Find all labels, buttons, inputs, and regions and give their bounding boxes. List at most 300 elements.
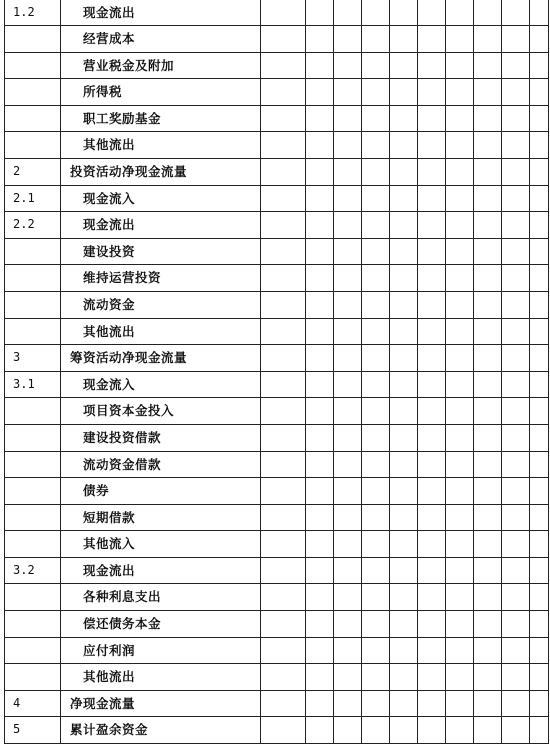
value-cell <box>502 664 530 691</box>
value-cell <box>446 557 474 584</box>
value-cell <box>530 531 549 558</box>
value-cell <box>502 478 530 505</box>
value-cell <box>261 132 306 159</box>
value-cell <box>502 557 530 584</box>
value-cell <box>530 451 549 478</box>
value-cell <box>334 664 362 691</box>
value-cell <box>418 424 446 451</box>
value-cell <box>390 531 418 558</box>
value-cell <box>334 451 362 478</box>
value-cell <box>474 424 502 451</box>
row-number <box>5 291 61 318</box>
row-item-name: 累计盈余资金 <box>61 717 261 744</box>
value-cell <box>418 584 446 611</box>
row-item-name: 流动资金借款 <box>61 451 261 478</box>
value-cell <box>390 238 418 265</box>
value-cell <box>334 371 362 398</box>
value-cell <box>334 478 362 505</box>
value-cell <box>474 371 502 398</box>
value-cell <box>261 238 306 265</box>
value-cell <box>306 132 334 159</box>
value-cell <box>474 0 502 26</box>
value-cell <box>362 132 390 159</box>
table-row <box>5 611 549 638</box>
table-row <box>5 478 549 505</box>
row-item-name: 现金流入 <box>61 185 261 212</box>
row-item-name: 建设投资借款 <box>61 424 261 451</box>
table-row <box>5 664 549 691</box>
value-cell <box>418 158 446 185</box>
value-cell <box>530 504 549 531</box>
value-cell <box>362 79 390 106</box>
row-number: 3 <box>5 345 61 372</box>
row-item-name: 经营成本 <box>61 26 261 53</box>
value-cell <box>334 504 362 531</box>
value-cell <box>502 398 530 425</box>
value-cell <box>261 611 306 638</box>
value-cell <box>306 238 334 265</box>
value-cell <box>502 0 530 26</box>
value-cell <box>418 265 446 292</box>
value-cell <box>502 132 530 159</box>
value-cell <box>334 557 362 584</box>
value-cell <box>390 478 418 505</box>
table-row <box>5 79 549 106</box>
value-cell <box>362 637 390 664</box>
row-number <box>5 398 61 425</box>
value-cell <box>261 105 306 132</box>
value-cell <box>390 0 418 26</box>
value-cell <box>334 690 362 717</box>
value-cell <box>261 26 306 53</box>
value-cell <box>530 717 549 744</box>
value-cell <box>261 371 306 398</box>
row-number <box>5 105 61 132</box>
value-cell <box>446 158 474 185</box>
row-number: 5 <box>5 717 61 744</box>
value-cell <box>502 79 530 106</box>
value-cell <box>446 478 474 505</box>
value-cell <box>418 345 446 372</box>
table-row <box>5 0 549 26</box>
value-cell <box>446 52 474 79</box>
value-cell <box>306 318 334 345</box>
value-cell <box>418 478 446 505</box>
row-item-name: 维持运营投资 <box>61 265 261 292</box>
value-cell <box>362 531 390 558</box>
value-cell <box>334 105 362 132</box>
value-cell <box>261 717 306 744</box>
value-cell <box>362 52 390 79</box>
value-cell <box>474 291 502 318</box>
value-cell <box>390 265 418 292</box>
value-cell <box>306 212 334 239</box>
row-item-name: 现金流出 <box>61 212 261 239</box>
value-cell <box>446 398 474 425</box>
row-number <box>5 132 61 159</box>
row-item-name: 各种利息支出 <box>61 584 261 611</box>
row-number: 2.2 <box>5 212 61 239</box>
value-cell <box>530 105 549 132</box>
row-number <box>5 611 61 638</box>
value-cell <box>306 291 334 318</box>
value-cell <box>334 52 362 79</box>
value-cell <box>362 664 390 691</box>
value-cell <box>362 478 390 505</box>
value-cell <box>418 212 446 239</box>
value-cell <box>334 291 362 318</box>
value-cell <box>362 158 390 185</box>
value-cell <box>362 557 390 584</box>
value-cell <box>446 265 474 292</box>
value-cell <box>306 345 334 372</box>
row-number <box>5 637 61 664</box>
value-cell <box>390 664 418 691</box>
value-cell <box>334 212 362 239</box>
value-cell <box>502 584 530 611</box>
value-cell <box>446 637 474 664</box>
table-row <box>5 637 549 664</box>
row-item-name: 债券 <box>61 478 261 505</box>
value-cell <box>502 26 530 53</box>
value-cell <box>390 79 418 106</box>
value-cell <box>261 557 306 584</box>
row-item-name: 项目资本金投入 <box>61 398 261 425</box>
row-number <box>5 265 61 292</box>
value-cell <box>474 664 502 691</box>
value-cell <box>474 557 502 584</box>
value-cell <box>446 318 474 345</box>
table-row <box>5 26 549 53</box>
value-cell <box>446 611 474 638</box>
value-cell <box>306 105 334 132</box>
table-row <box>5 318 549 345</box>
row-number <box>5 664 61 691</box>
value-cell <box>530 584 549 611</box>
value-cell <box>390 212 418 239</box>
value-cell <box>390 584 418 611</box>
value-cell <box>390 504 418 531</box>
value-cell <box>418 0 446 26</box>
table-row <box>5 52 549 79</box>
value-cell <box>390 690 418 717</box>
value-cell <box>446 345 474 372</box>
value-cell <box>261 185 306 212</box>
row-number: 3.2 <box>5 557 61 584</box>
value-cell <box>390 398 418 425</box>
value-cell <box>261 265 306 292</box>
value-cell <box>446 79 474 106</box>
value-cell <box>474 478 502 505</box>
row-number: 4 <box>5 690 61 717</box>
table-row <box>5 212 549 239</box>
value-cell <box>502 424 530 451</box>
row-number: 3.1 <box>5 371 61 398</box>
row-item-name: 流动资金 <box>61 291 261 318</box>
value-cell <box>474 504 502 531</box>
value-cell <box>446 132 474 159</box>
value-cell <box>446 504 474 531</box>
value-cell <box>334 318 362 345</box>
value-cell <box>334 717 362 744</box>
value-cell <box>390 451 418 478</box>
value-cell <box>261 504 306 531</box>
table-row <box>5 424 549 451</box>
value-cell <box>306 371 334 398</box>
value-cell <box>502 345 530 372</box>
value-cell <box>474 132 502 159</box>
value-cell <box>261 212 306 239</box>
value-cell <box>334 424 362 451</box>
value-cell <box>362 238 390 265</box>
value-cell <box>390 185 418 212</box>
table-row <box>5 398 549 425</box>
value-cell <box>474 690 502 717</box>
value-cell <box>306 637 334 664</box>
value-cell <box>362 717 390 744</box>
row-item-name: 其他流入 <box>61 531 261 558</box>
value-cell <box>474 265 502 292</box>
value-cell <box>334 265 362 292</box>
value-cell <box>474 212 502 239</box>
table-row <box>5 291 549 318</box>
row-item-name: 应付利润 <box>61 637 261 664</box>
value-cell <box>418 132 446 159</box>
value-cell <box>474 185 502 212</box>
value-cell <box>418 637 446 664</box>
table-row <box>5 584 549 611</box>
row-item-name: 偿还债务本金 <box>61 611 261 638</box>
value-cell <box>418 185 446 212</box>
value-cell <box>474 717 502 744</box>
value-cell <box>306 557 334 584</box>
value-cell <box>306 478 334 505</box>
row-item-name: 营业税金及附加 <box>61 52 261 79</box>
value-cell <box>418 717 446 744</box>
value-cell <box>530 79 549 106</box>
value-cell <box>362 0 390 26</box>
value-cell <box>306 424 334 451</box>
value-cell <box>390 105 418 132</box>
value-cell <box>334 531 362 558</box>
table-row <box>5 345 549 372</box>
value-cell <box>362 504 390 531</box>
row-number <box>5 584 61 611</box>
row-number <box>5 451 61 478</box>
value-cell <box>306 52 334 79</box>
value-cell <box>530 265 549 292</box>
value-cell <box>390 611 418 638</box>
value-cell <box>306 26 334 53</box>
value-cell <box>334 637 362 664</box>
value-cell <box>362 371 390 398</box>
value-cell <box>502 291 530 318</box>
value-cell <box>306 79 334 106</box>
value-cell <box>362 318 390 345</box>
value-cell <box>261 291 306 318</box>
value-cell <box>502 504 530 531</box>
table-row <box>5 371 549 398</box>
value-cell <box>446 238 474 265</box>
value-cell <box>334 398 362 425</box>
value-cell <box>390 26 418 53</box>
value-cell <box>474 238 502 265</box>
value-cell <box>261 0 306 26</box>
value-cell <box>530 158 549 185</box>
value-cell <box>362 291 390 318</box>
value-cell <box>261 451 306 478</box>
value-cell <box>530 318 549 345</box>
value-cell <box>446 26 474 53</box>
row-number <box>5 478 61 505</box>
value-cell <box>306 504 334 531</box>
value-cell <box>362 26 390 53</box>
value-cell <box>261 637 306 664</box>
value-cell <box>306 185 334 212</box>
value-cell <box>334 238 362 265</box>
row-number <box>5 79 61 106</box>
value-cell <box>530 291 549 318</box>
value-cell <box>261 158 306 185</box>
value-cell <box>446 451 474 478</box>
value-cell <box>362 690 390 717</box>
value-cell <box>530 345 549 372</box>
table-row <box>5 717 549 744</box>
value-cell <box>362 345 390 372</box>
value-cell <box>530 611 549 638</box>
value-cell <box>446 664 474 691</box>
value-cell <box>261 584 306 611</box>
value-cell <box>418 318 446 345</box>
row-number <box>5 424 61 451</box>
table-row <box>5 557 549 584</box>
cash-flow-table <box>4 0 549 744</box>
value-cell <box>261 345 306 372</box>
value-cell <box>334 584 362 611</box>
row-item-name: 现金流出 <box>61 0 261 26</box>
value-cell <box>390 371 418 398</box>
value-cell <box>390 345 418 372</box>
row-number <box>5 52 61 79</box>
row-item-name: 短期借款 <box>61 504 261 531</box>
value-cell <box>418 26 446 53</box>
value-cell <box>474 637 502 664</box>
value-cell <box>474 26 502 53</box>
value-cell <box>390 637 418 664</box>
value-cell <box>530 398 549 425</box>
value-cell <box>306 717 334 744</box>
value-cell <box>362 424 390 451</box>
value-cell <box>306 398 334 425</box>
value-cell <box>306 0 334 26</box>
value-cell <box>418 105 446 132</box>
row-number <box>5 531 61 558</box>
value-cell <box>502 105 530 132</box>
value-cell <box>362 584 390 611</box>
value-cell <box>418 611 446 638</box>
value-cell <box>334 132 362 159</box>
value-cell <box>530 557 549 584</box>
row-item-name: 其他流出 <box>61 132 261 159</box>
value-cell <box>502 690 530 717</box>
value-cell <box>530 637 549 664</box>
value-cell <box>530 26 549 53</box>
row-item-name: 职工奖励基金 <box>61 105 261 132</box>
value-cell <box>306 265 334 292</box>
value-cell <box>446 371 474 398</box>
value-cell <box>261 690 306 717</box>
value-cell <box>446 424 474 451</box>
value-cell <box>474 611 502 638</box>
value-cell <box>446 531 474 558</box>
value-cell <box>306 158 334 185</box>
value-cell <box>474 398 502 425</box>
value-cell <box>261 398 306 425</box>
value-cell <box>362 398 390 425</box>
value-cell <box>306 611 334 638</box>
value-cell <box>502 371 530 398</box>
value-cell <box>418 398 446 425</box>
table-row <box>5 504 549 531</box>
value-cell <box>390 717 418 744</box>
row-number: 2 <box>5 158 61 185</box>
value-cell <box>502 318 530 345</box>
value-cell <box>390 52 418 79</box>
value-cell <box>261 52 306 79</box>
value-cell <box>306 584 334 611</box>
value-cell <box>474 79 502 106</box>
value-cell <box>530 690 549 717</box>
value-cell <box>502 265 530 292</box>
table-row <box>5 265 549 292</box>
row-number <box>5 504 61 531</box>
value-cell <box>261 424 306 451</box>
row-item-name: 所得税 <box>61 79 261 106</box>
row-item-name: 现金流出 <box>61 557 261 584</box>
row-number <box>5 26 61 53</box>
value-cell <box>418 371 446 398</box>
row-item-name: 现金流入 <box>61 371 261 398</box>
value-cell <box>502 185 530 212</box>
value-cell <box>530 424 549 451</box>
value-cell <box>530 664 549 691</box>
value-cell <box>418 504 446 531</box>
value-cell <box>418 52 446 79</box>
value-cell <box>418 291 446 318</box>
value-cell <box>334 611 362 638</box>
row-item-name: 筹资活动净现金流量 <box>61 345 261 372</box>
row-number: 1.2 <box>5 0 61 26</box>
value-cell <box>261 478 306 505</box>
value-cell <box>474 105 502 132</box>
row-number: 2.1 <box>5 185 61 212</box>
value-cell <box>261 79 306 106</box>
value-cell <box>502 52 530 79</box>
value-cell <box>474 451 502 478</box>
table-row <box>5 451 549 478</box>
row-item-name: 其他流出 <box>61 664 261 691</box>
value-cell <box>530 371 549 398</box>
value-cell <box>390 424 418 451</box>
value-cell <box>362 265 390 292</box>
value-cell <box>446 584 474 611</box>
value-cell <box>418 238 446 265</box>
table-row <box>5 105 549 132</box>
value-cell <box>306 664 334 691</box>
value-cell <box>261 531 306 558</box>
value-cell <box>390 318 418 345</box>
value-cell <box>474 584 502 611</box>
